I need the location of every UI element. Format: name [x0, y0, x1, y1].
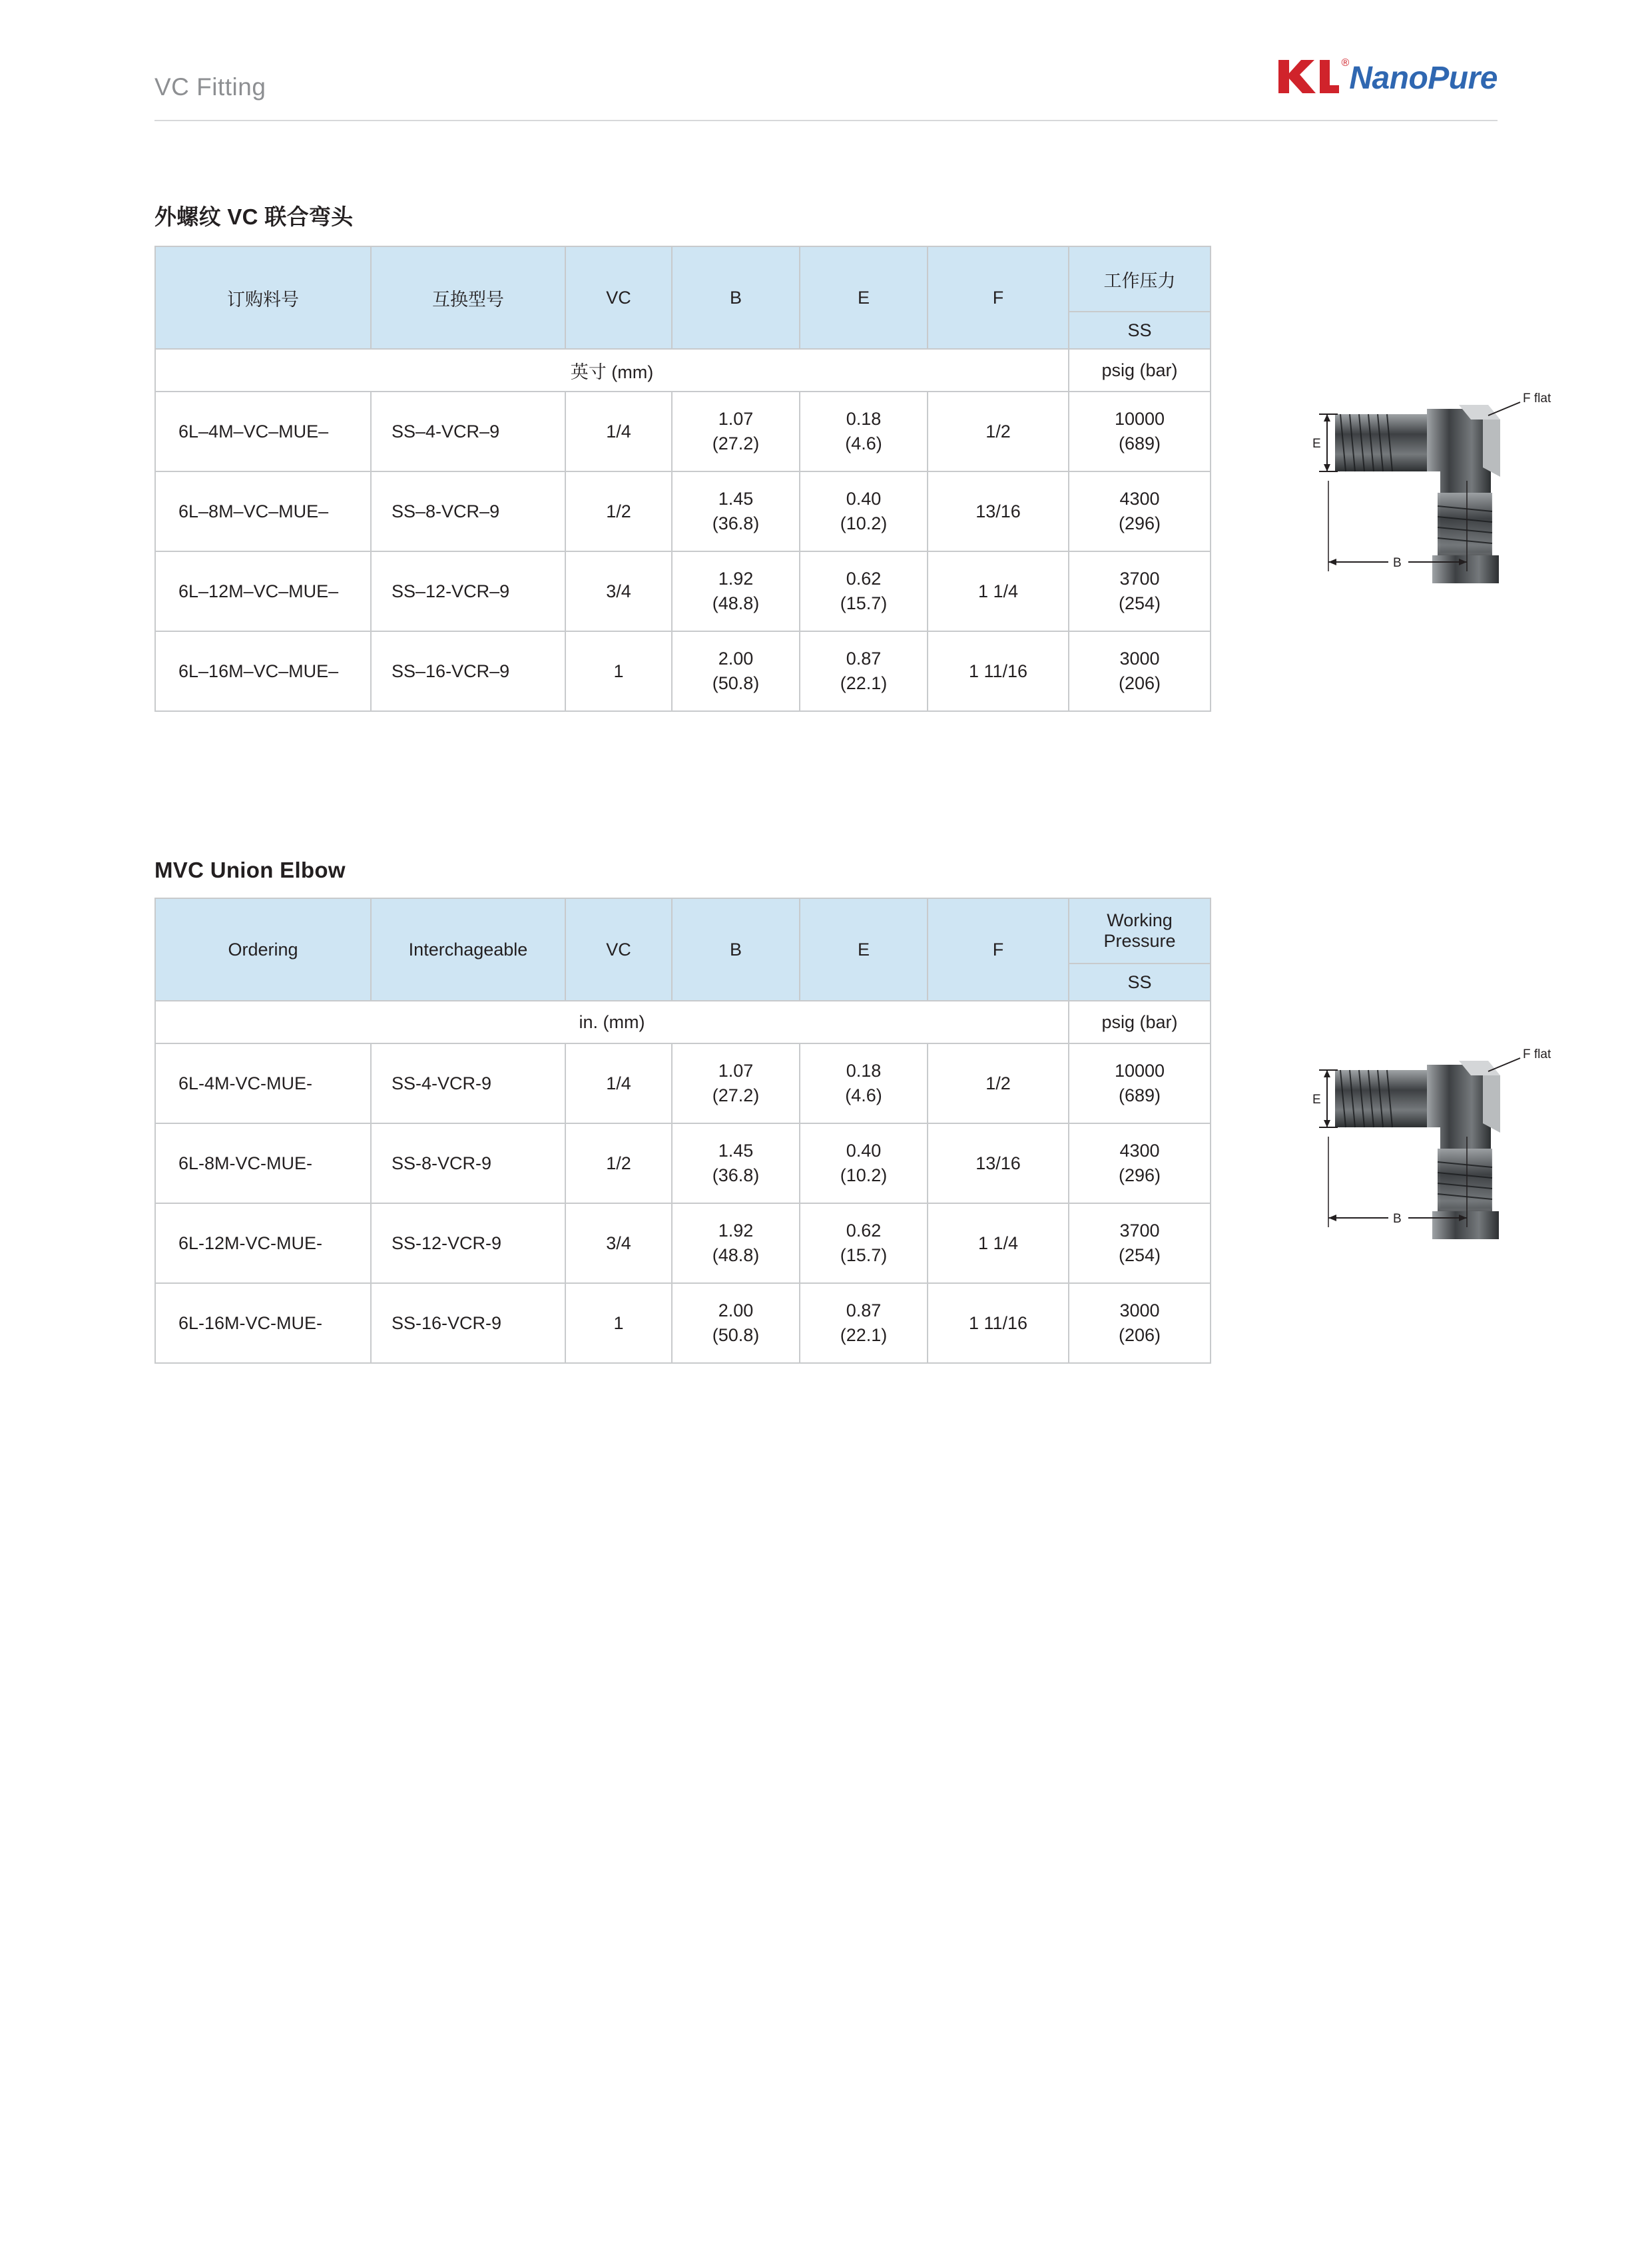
cell-ordering: 6L-12M-VC-MUE-	[155, 1203, 371, 1283]
cell-interchangeable: SS-16-VCR-9	[371, 1283, 565, 1363]
cell-pressure	[1069, 471, 1211, 551]
cell-e	[800, 1043, 928, 1123]
table-units-row	[155, 349, 1211, 392]
table-row	[155, 1203, 1211, 1283]
cell-pressure-bar: (254)	[1118, 1245, 1161, 1265]
cell-ordering: 6L-8M-VC-MUE-	[155, 1123, 371, 1203]
col-header-f: F	[928, 898, 1069, 1001]
cell-pressure	[1069, 1123, 1211, 1203]
cell-pressure	[1069, 392, 1211, 471]
spec-table-english	[154, 898, 1211, 1364]
label-e: E	[1312, 1093, 1321, 1107]
cell-b-in: 2.00	[718, 648, 754, 669]
cell-e-mm: (15.7)	[840, 1245, 888, 1265]
cell-b-in: 1.92	[718, 1220, 754, 1241]
cell-e-mm: (10.2)	[840, 513, 888, 533]
cell-interchangeable: SS–16-VCR–9	[371, 631, 565, 711]
cell-vc: 1/4	[565, 392, 672, 471]
cell-b-in: 1.92	[718, 568, 754, 589]
cell-pressure-psig: 3000	[1119, 648, 1160, 669]
cell-ordering: 6L–8M–VC–MUE–	[155, 471, 371, 551]
brand-logo	[1276, 56, 1498, 97]
cell-e-in: 0.18	[846, 408, 882, 429]
cell-pressure-bar: (206)	[1118, 1325, 1161, 1345]
table-row	[155, 551, 1211, 631]
table-row	[155, 631, 1211, 711]
cell-b	[672, 631, 800, 711]
col-header-b: B	[672, 246, 800, 349]
cell-b	[672, 1123, 800, 1203]
cell-e	[800, 631, 928, 711]
col-header-ordering: 订购料号	[155, 246, 371, 349]
cell-b-in: 1.45	[718, 1140, 754, 1161]
units-dimension: 英寸 (mm)	[155, 349, 1069, 392]
working-pressure-line2: Pressure	[1103, 931, 1176, 951]
units-pressure: psig (bar)	[1069, 349, 1211, 392]
cell-b	[672, 1283, 800, 1363]
cell-e-mm: (22.1)	[840, 1325, 888, 1345]
cell-e	[800, 392, 928, 471]
cell-e	[800, 1123, 928, 1203]
table-row	[155, 1283, 1211, 1363]
table-units-row	[155, 1001, 1211, 1043]
cell-pressure-psig: 10000	[1114, 408, 1165, 429]
cell-b-mm: (50.8)	[712, 673, 760, 693]
elbow-drawing-top	[1288, 393, 1568, 613]
cell-b-mm: (50.8)	[712, 1325, 760, 1345]
cell-b-mm: (48.8)	[712, 1245, 760, 1265]
col-header-f: F	[928, 246, 1069, 349]
cell-b-mm: (48.8)	[712, 593, 760, 613]
cell-b-in: 1.07	[718, 1060, 754, 1081]
label-b: B	[1393, 556, 1402, 570]
col-header-working-pressure	[1069, 898, 1211, 964]
cell-f: 1/2	[928, 392, 1069, 471]
cell-interchangeable: SS–8-VCR–9	[371, 471, 565, 551]
cell-ordering: 6L–4M–VC–MUE–	[155, 392, 371, 471]
section-chinese	[154, 200, 1211, 712]
cell-vc: 1/4	[565, 1043, 672, 1123]
cell-interchangeable: SS–12-VCR–9	[371, 551, 565, 631]
kl-logo-icon	[1276, 56, 1350, 97]
cell-e-mm: (10.2)	[840, 1165, 888, 1185]
cell-ordering: 6L-16M-VC-MUE-	[155, 1283, 371, 1363]
cell-b-in: 1.07	[718, 408, 754, 429]
label-e: E	[1312, 437, 1321, 451]
cell-e-mm: (15.7)	[840, 593, 888, 613]
cell-pressure	[1069, 1203, 1211, 1283]
cell-f: 13/16	[928, 1123, 1069, 1203]
cell-b	[672, 471, 800, 551]
cell-vc: 1/2	[565, 471, 672, 551]
elbow-drawing-bottom	[1288, 1049, 1568, 1268]
section-english	[154, 858, 1211, 1364]
cell-pressure	[1069, 551, 1211, 631]
cell-pressure-psig: 4300	[1119, 488, 1160, 509]
cell-e-mm: (4.6)	[845, 433, 882, 453]
cell-f: 1 11/16	[928, 631, 1069, 711]
col-header-b: B	[672, 898, 800, 1001]
cell-pressure-bar: (206)	[1118, 673, 1161, 693]
cell-b-mm: (36.8)	[712, 513, 760, 533]
cell-pressure-psig: 3700	[1119, 1220, 1160, 1241]
cell-pressure-psig: 4300	[1119, 1140, 1160, 1161]
page-header	[154, 57, 1498, 121]
cell-pressure-bar: (296)	[1118, 513, 1161, 533]
cell-b	[672, 1203, 800, 1283]
cell-pressure	[1069, 631, 1211, 711]
col-header-working-pressure: 工作压力	[1069, 246, 1211, 312]
cell-e	[800, 1203, 928, 1283]
cell-e	[800, 551, 928, 631]
cell-pressure-bar: (689)	[1118, 433, 1161, 453]
working-pressure-line1: Working	[1107, 910, 1173, 930]
cell-ordering: 6L–12M–VC–MUE–	[155, 551, 371, 631]
units-pressure: psig (bar)	[1069, 1001, 1211, 1043]
cell-f: 13/16	[928, 471, 1069, 551]
cell-pressure-psig: 10000	[1114, 1060, 1165, 1081]
col-header-vc: VC	[565, 246, 672, 349]
col-header-ordering: Ordering	[155, 898, 371, 1001]
header-divider	[154, 120, 1498, 121]
brand-word-pure: Pure	[1428, 61, 1498, 96]
cell-pressure	[1069, 1043, 1211, 1123]
cell-vc: 1	[565, 1283, 672, 1363]
col-header-vc: VC	[565, 898, 672, 1001]
cell-b-in: 1.45	[718, 488, 754, 509]
cell-e-mm: (4.6)	[845, 1085, 882, 1105]
cell-b	[672, 1043, 800, 1123]
cell-pressure-bar: (689)	[1118, 1085, 1161, 1105]
cell-f: 1 11/16	[928, 1283, 1069, 1363]
cell-e	[800, 471, 928, 551]
brand-wordmark	[1349, 63, 1498, 97]
cell-b-mm: (27.2)	[712, 1085, 760, 1105]
label-f-flat: F flat	[1523, 1049, 1551, 1061]
cell-e-in: 0.62	[846, 1220, 882, 1241]
cell-ordering: 6L-4M-VC-MUE-	[155, 1043, 371, 1123]
table-row	[155, 1043, 1211, 1123]
cell-vc: 3/4	[565, 1203, 672, 1283]
cell-f: 1/2	[928, 1043, 1069, 1123]
cell-vc: 1	[565, 631, 672, 711]
cell-e-in: 0.62	[846, 568, 882, 589]
cell-pressure-psig: 3000	[1119, 1300, 1160, 1320]
cell-pressure-psig: 3700	[1119, 568, 1160, 589]
table-row	[155, 471, 1211, 551]
cell-pressure	[1069, 1283, 1211, 1363]
cell-e-in: 0.40	[846, 488, 882, 509]
cell-e-in: 0.87	[846, 1300, 882, 1320]
cell-b	[672, 551, 800, 631]
cell-interchangeable: SS–4-VCR–9	[371, 392, 565, 471]
col-header-e: E	[800, 246, 928, 349]
cell-f: 1 1/4	[928, 551, 1069, 631]
cell-e-mm: (22.1)	[840, 673, 888, 693]
spec-table-chinese	[154, 246, 1211, 712]
cell-vc: 3/4	[565, 551, 672, 631]
cell-interchangeable: SS-8-VCR-9	[371, 1123, 565, 1203]
label-b: B	[1393, 1212, 1402, 1226]
cell-f: 1 1/4	[928, 1203, 1069, 1283]
section-title-chinese: 外螺纹 VC 联合弯头	[154, 204, 354, 229]
cell-e-in: 0.18	[846, 1060, 882, 1081]
label-f-flat: F flat	[1523, 393, 1551, 406]
table-row	[155, 1123, 1211, 1203]
table-header-row	[155, 246, 1211, 312]
units-dimension: in. (mm)	[155, 1001, 1069, 1043]
col-header-interchangeable: 互换型号	[371, 246, 565, 349]
registered-mark-icon: ®	[1341, 57, 1350, 69]
cell-pressure-bar: (254)	[1118, 593, 1161, 613]
col-header-material: SS	[1069, 964, 1211, 1001]
table-row	[155, 392, 1211, 471]
cell-vc: 1/2	[565, 1123, 672, 1203]
col-header-interchangeable: Interchageable	[371, 898, 565, 1001]
table-header-row	[155, 898, 1211, 964]
cell-ordering: 6L–16M–VC–MUE–	[155, 631, 371, 711]
cell-b-mm: (27.2)	[712, 433, 760, 453]
cell-b	[672, 392, 800, 471]
cell-e-in: 0.87	[846, 648, 882, 669]
cell-e-in: 0.40	[846, 1140, 882, 1161]
cell-pressure-bar: (296)	[1118, 1165, 1161, 1185]
cell-interchangeable: SS-12-VCR-9	[371, 1203, 565, 1283]
cell-e	[800, 1283, 928, 1363]
brand-word-nano: Nano	[1349, 61, 1428, 96]
page-title: VC Fitting	[154, 73, 266, 101]
col-header-e: E	[800, 898, 928, 1001]
cell-interchangeable: SS-4-VCR-9	[371, 1043, 565, 1123]
section-title-english: MVC Union Elbow	[154, 858, 346, 882]
cell-b-in: 2.00	[718, 1300, 754, 1320]
col-header-material: SS	[1069, 312, 1211, 349]
cell-b-mm: (36.8)	[712, 1165, 760, 1185]
